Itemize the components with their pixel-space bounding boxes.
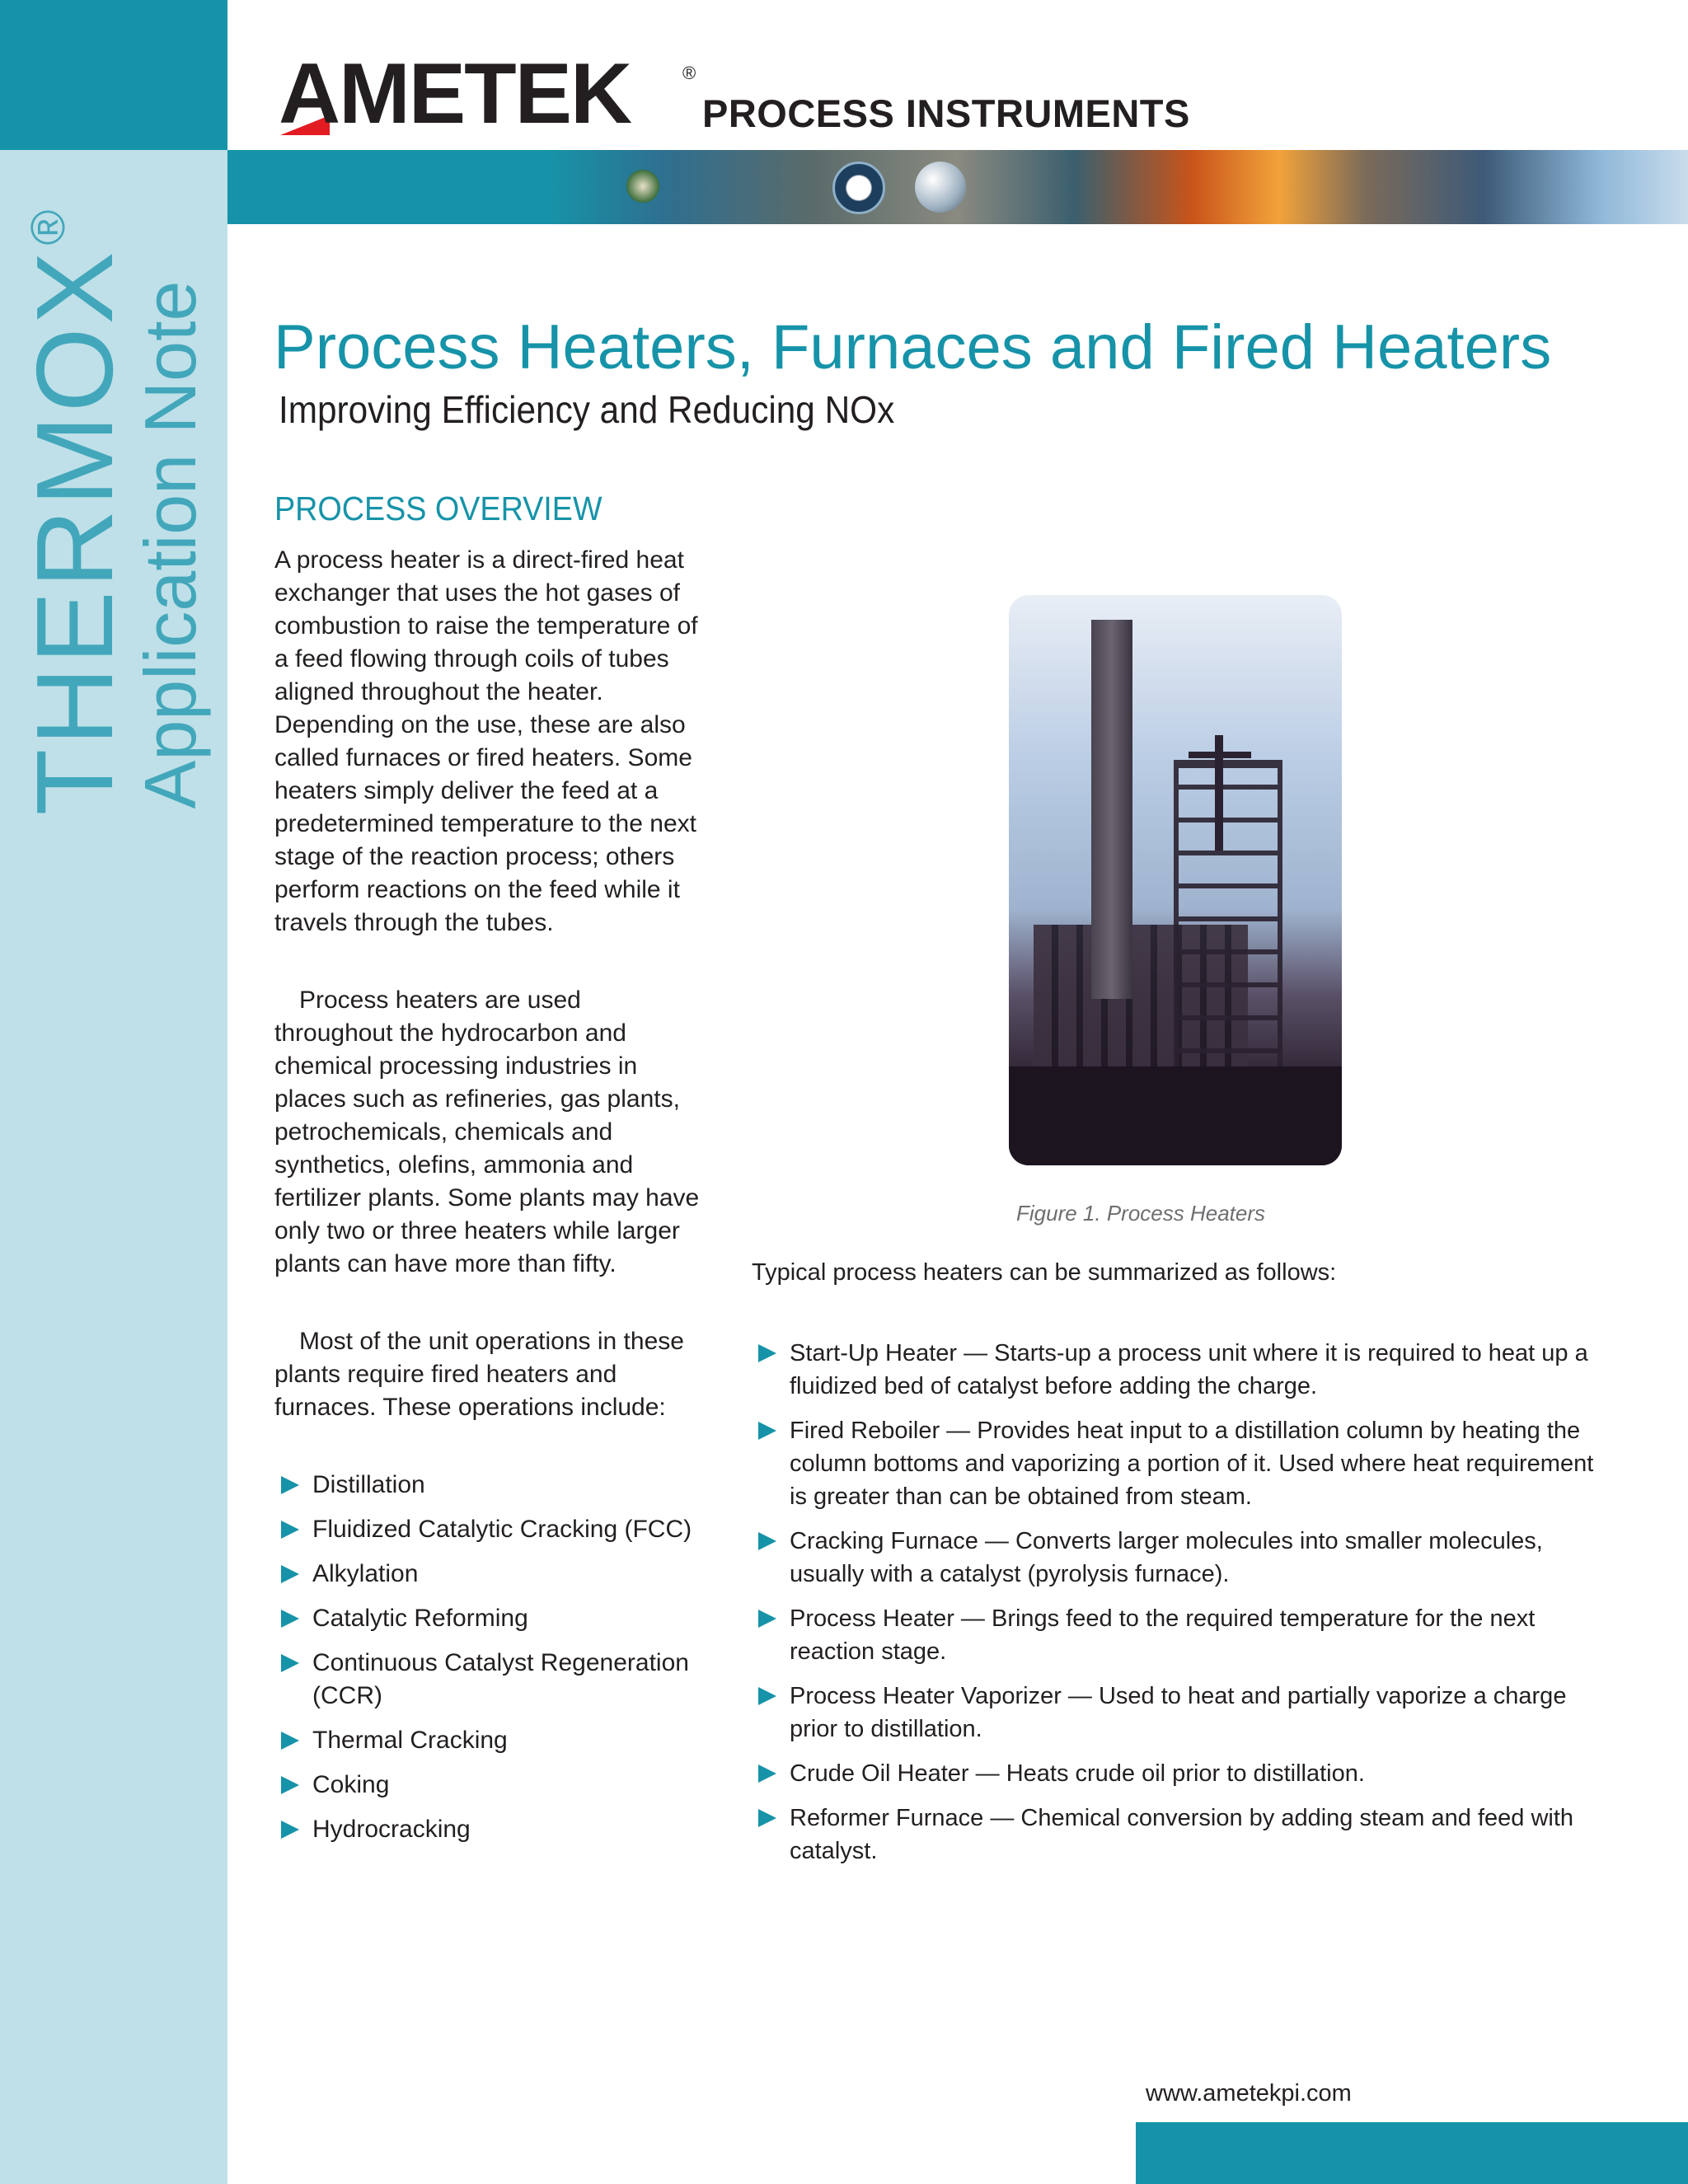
bullet-arrow-icon	[281, 1565, 299, 1583]
operations-list	[274, 1469, 703, 1846]
list-item: Hydrocracking	[274, 1813, 703, 1846]
ground	[1009, 1066, 1342, 1165]
page-subtitle: Improving Efficiency and Reducing NOx	[279, 388, 895, 431]
product-name: THERMOX	[14, 248, 135, 816]
gauge-icon	[832, 162, 885, 214]
bullet-arrow-icon	[281, 1821, 299, 1839]
bullet-arrow-icon	[281, 1776, 299, 1794]
list-item: Continuous Catalyst Regeneration (CCR)	[274, 1647, 703, 1713]
overview-paragraph: A process heater is a direct-fired heat exchanger that uses the hot gases of combustion to raise the temperature of a feed flowing through coils of tubes aligned throughout the heater. Depending on the use, these are also called furnaces or fired heaters. Some heaters simply deliver the feed at a predetermined temperature to the next stage of the reaction process; others perform reactions on the feed while it travels through the tubes.	[274, 546, 698, 936]
overview-paragraph: Process heaters are used throughout the hydrocarbon and chemical processing industries in places such as refineries, gas plants, petrochemicals, chemicals and synthetics, olefins, ammonia and fertilizer plants. Some plants may have only two or three heaters while larger plants can have more than fifty.	[274, 987, 700, 1277]
bullet-arrow-icon	[281, 1521, 299, 1539]
list-item: Process Heater — Brings feed to the required temperature for the next reaction stage.	[752, 1602, 1614, 1668]
bullet-arrow-icon	[758, 1765, 776, 1783]
sidebar-vertical-label	[14, 206, 211, 816]
division-name: PROCESS INSTRUMENTS	[702, 91, 1190, 135]
valve-icon	[626, 170, 659, 203]
bullet-arrow-icon	[758, 1344, 776, 1362]
list-item: Reformer Furnace — Chemical conversion by adding steam and feed with catalyst.	[752, 1802, 1614, 1868]
overview-column	[274, 544, 703, 1858]
sphere-tank-icon	[915, 162, 966, 213]
list-item: Process Heater Vaporizer — Used to heat and partially vaporize a charge prior to distillation.	[752, 1680, 1614, 1746]
section-heading-process-overview: PROCESS OVERVIEW	[274, 490, 603, 527]
process-heater-photo	[1009, 595, 1342, 1165]
footer-website-link[interactable]: www.ametekpi.com	[1146, 2080, 1352, 2107]
figure-caption: Figure 1. Process Heaters	[1016, 1201, 1266, 1226]
sidebar-top-block	[0, 0, 227, 150]
page-title: Process Heaters, Furnaces and Fired Heaters	[274, 312, 1552, 382]
bullet-arrow-icon	[281, 1654, 299, 1672]
bullet-arrow-icon	[281, 1732, 299, 1750]
list-item: Fired Reboiler — Provides heat input to a distillation column by heating the column bottoms and vaporizing a portion of it. Used where heat requirement is greater than can be obtained from steam.	[752, 1414, 1614, 1513]
list-item: Cracking Furnace — Converts larger molecules into smaller molecules, usually with a catalyst (pyrolysis furnace).	[752, 1525, 1614, 1591]
list-item: Coking	[274, 1769, 703, 1802]
heater-types-list	[752, 1337, 1614, 1879]
logo-text: AMETEK	[279, 46, 631, 142]
list-item: Catalytic Reforming	[274, 1602, 703, 1635]
list-item: Distillation	[274, 1469, 703, 1502]
logo-registered-mark: ®	[682, 63, 696, 83]
list-item: Fluidized Catalytic Cracking (FCC)	[274, 1513, 703, 1546]
smokestack	[1091, 620, 1132, 999]
product-registered-mark: ®	[21, 206, 75, 246]
list-item: Crude Oil Heater — Heats crude oil prior to distillation.	[752, 1757, 1614, 1790]
bullet-arrow-icon	[281, 1476, 299, 1494]
bullet-arrow-icon	[281, 1610, 299, 1628]
footer-bar	[1136, 2122, 1688, 2184]
overview-paragraph: Most of the unit operations in these plants require fired heaters and furnaces. These operations include:	[274, 1328, 684, 1421]
bullet-arrow-icon	[758, 1809, 776, 1827]
heater-types-intro: Typical process heaters can be summarized as follows:	[752, 1259, 1337, 1286]
list-item: Thermal Cracking	[274, 1724, 703, 1757]
list-item: Alkylation	[274, 1558, 703, 1591]
list-item: Start-Up Heater — Starts-up a process unit where it is required to heat up a fluidized bed of catalyst before adding the charge.	[752, 1337, 1614, 1403]
doc-type: Application Note	[129, 280, 211, 809]
bullet-arrow-icon	[758, 1532, 776, 1550]
bullet-arrow-icon	[758, 1422, 776, 1440]
bullet-arrow-icon	[758, 1610, 776, 1628]
heater-tower	[1174, 760, 1282, 1119]
bullet-arrow-icon	[758, 1687, 776, 1705]
pole-crossbar	[1189, 752, 1251, 758]
